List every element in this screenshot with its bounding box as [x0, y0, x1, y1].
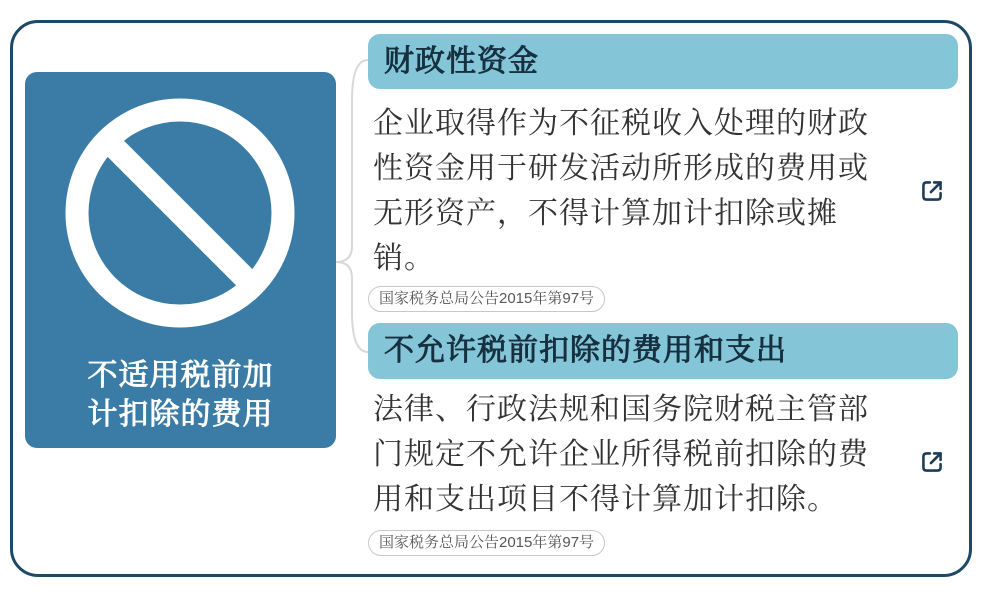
subtopic-fiscal-funds-body: 企业取得作为不征税收入处理的财政性资金用于研发活动所形成的费用或无形资产，不得计算加计扣除或摊销。	[373, 107, 869, 275]
external-link-icon[interactable]	[917, 447, 947, 477]
subtopic-disallowed-expenses-body: 法律、行政法规和国务院财税主管部门规定不允许企业所得税前扣除的费用和支出项目不得计算加计扣除。	[373, 393, 869, 516]
subtopic-disallowed-expenses-header[interactable]: 不允许税前扣除的费用和支出	[368, 323, 958, 379]
central-topic-label-line1: 不适用税前加	[87, 359, 274, 392]
external-link-icon[interactable]	[917, 176, 947, 206]
central-topic-card[interactable]	[25, 72, 336, 448]
source-tag-disallowed-expenses: 国家税务总局公告2015年第97号	[368, 530, 605, 556]
prohibition-icon	[65, 98, 295, 328]
central-topic-label-line2: 计扣除的费用	[87, 398, 274, 431]
subtopic-fiscal-funds-header[interactable]: 财政性资金	[368, 34, 958, 89]
source-tag-fiscal-funds: 国家税务总局公告2015年第97号	[368, 286, 605, 312]
central-topic-label	[25, 356, 336, 434]
